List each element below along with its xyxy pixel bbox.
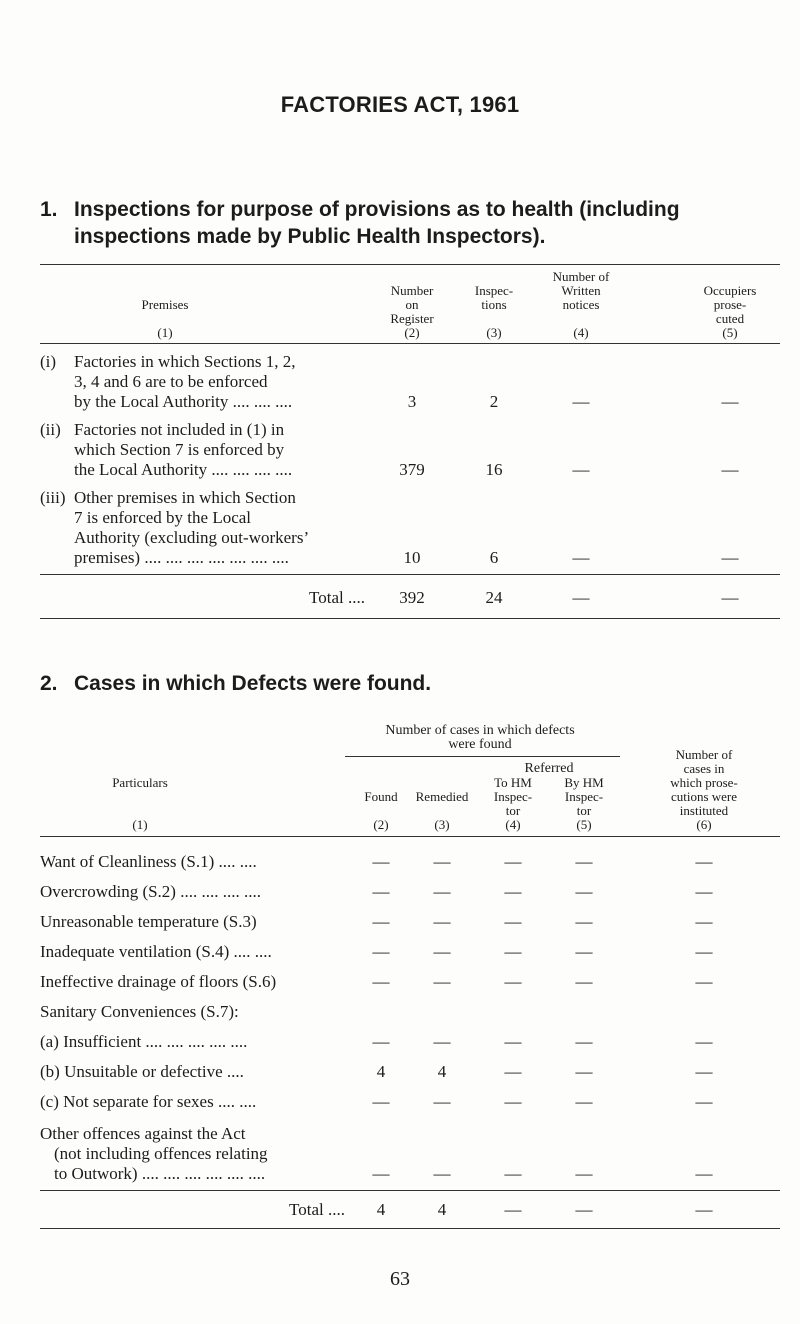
t1-header-premises: Premises: [141, 297, 189, 312]
t1-header-notices: [535, 270, 627, 340]
t2-header-particulars-no: (1): [132, 817, 148, 832]
t2-row-5-col4: —: [504, 972, 522, 991]
t2-remedied-label: Remedied: [415, 789, 469, 804]
t2-row-3-col6: —: [695, 912, 713, 931]
t2-row-7-label: (a) Insufficient .... .... .... .... ....: [40, 1032, 248, 1051]
t2-total-col5: —: [575, 1200, 593, 1219]
t1-row-2-notices: —: [572, 460, 590, 479]
t1-h5-l1: Occupiers: [703, 283, 757, 298]
t1-row-3-notices: —: [572, 548, 590, 567]
t2-pros-l3: which prose-: [670, 775, 738, 790]
t1-row-3-line2: 7 is enforced by the Local: [74, 508, 252, 527]
t2-hm-l1: To HM: [494, 775, 532, 790]
section2-heading-text: Cases in which Defects were found.: [74, 672, 432, 695]
t2-total-col4: —: [504, 1200, 522, 1219]
t2-row-2-col4: —: [504, 882, 522, 901]
section1-heading: [40, 196, 780, 250]
t1-row-3-index: (iii): [40, 488, 66, 507]
t1-row-2-line2: which Section 7 is enforced by: [74, 440, 285, 459]
t2-row-4-col4: —: [504, 942, 522, 961]
t2-row-2-col6: —: [695, 882, 713, 901]
table1-top-rule: [40, 264, 780, 265]
t1-h4-l2: Written: [561, 283, 601, 298]
t2-row-1-col3: —: [433, 852, 451, 871]
t1-row-2-index: (ii): [40, 420, 61, 439]
t1-row-1-line2: 3, 4 and 6 are to be enforced: [74, 372, 268, 391]
t2-row-3-col5: —: [575, 912, 593, 931]
t2-row-3-col4: —: [504, 912, 522, 931]
t2-header-found: [356, 790, 406, 832]
t1-row-1-label: [40, 352, 360, 412]
t2-group-l2: were found: [448, 737, 512, 752]
t1-row-2-line3: the Local Authority .... .... .... ....: [74, 460, 293, 479]
table1-bottom-rule: [40, 618, 780, 619]
t2-hm-no: (4): [505, 817, 521, 832]
t1-h3-no: (3): [486, 325, 502, 340]
t2-by-l3: tor: [576, 803, 592, 818]
table2-header-rule: [40, 836, 780, 837]
section1-heading-line2: inspections made by Public Health Inspectors).: [74, 225, 546, 248]
t2-row-4-label: Inadequate ventilation (S.4) .... ....: [40, 942, 272, 961]
t1-total-register: 392: [399, 588, 425, 607]
t1-row-2-line1: Factories not included in (1) in: [74, 420, 285, 439]
t2-row-5-col6: —: [695, 972, 713, 991]
t2-row-1-col2: —: [372, 852, 390, 871]
t2-hm-l2: Inspec-: [493, 789, 533, 804]
t1-h2-l2: on: [405, 297, 419, 312]
t2-row-1-col6: —: [695, 852, 713, 871]
t1-row-2-prosecuted: —: [721, 460, 739, 479]
t2-by-l1: By HM: [564, 775, 604, 790]
t2-row-8-label: (b) Unsuitable or defective ....: [40, 1062, 244, 1081]
t2-header-remedied: [404, 790, 480, 832]
t2-row-9-col3: —: [433, 1092, 451, 1111]
t1-row-3-prosecuted: —: [721, 548, 739, 567]
section1-heading-line1: Inspections for purpose of provisions as to health (including: [74, 198, 680, 221]
t1-row-3-line4: premises) .... .... .... .... .... .... ....: [74, 548, 289, 567]
t2-row-other-line3: to Outwork) .... .... .... .... .... ....: [54, 1164, 266, 1183]
t1-h2-l3: Register: [390, 311, 434, 326]
t2-row-5-col3: —: [433, 972, 451, 991]
t2-row-8-col5: —: [575, 1062, 593, 1081]
t2-row-8-col6: —: [695, 1062, 713, 1081]
t1-row-3-line1: Other premises in which Section: [74, 488, 296, 507]
t2-row-5-label: Ineffective drainage of floors (S.6): [40, 972, 277, 991]
t2-row-other-line1: Other offences against the Act: [40, 1124, 246, 1143]
t2-total-col3: 4: [437, 1200, 447, 1219]
t2-row-7-col6: —: [695, 1032, 713, 1051]
section2-number: 2.: [40, 672, 58, 695]
t2-row-9-col6: —: [695, 1092, 713, 1111]
table2-bottom-rule: [40, 1228, 780, 1229]
t2-pros-no: (6): [696, 817, 712, 832]
t2-pros-l2: cases in: [683, 761, 725, 776]
t1-total-notices: —: [572, 588, 590, 607]
t2-header-to-hm: [478, 776, 548, 832]
t2-row-other-col2: —: [372, 1164, 390, 1183]
t2-header-particulars: Particulars: [112, 775, 168, 790]
t2-row-5-col5: —: [575, 972, 593, 991]
t2-row-4-col6: —: [695, 942, 713, 961]
t2-row-3-col3: —: [433, 912, 451, 931]
t2-pros-l5: instituted: [679, 803, 729, 818]
t2-row-1-label: Want of Cleanliness (S.1) .... ....: [40, 852, 257, 871]
t1-h4-l1: Number of: [552, 269, 610, 284]
t1-row-1-index: (i): [40, 352, 57, 371]
t2-total-label: Total ....: [289, 1200, 345, 1219]
t2-row-other-line2: (not including offences relating: [54, 1144, 268, 1163]
t2-row-2-col3: —: [433, 882, 451, 901]
t2-remedied-no: (3): [434, 817, 450, 832]
t1-h5-l2: prose-: [713, 297, 747, 312]
t1-row-3-inspections: 6: [489, 548, 499, 567]
section2-heading: [40, 670, 780, 697]
t1-row-2-register: 379: [399, 460, 425, 479]
t2-row-6-label: Sanitary Conveniences (S.7):: [40, 1002, 239, 1021]
t2-row-7-col3: —: [433, 1032, 451, 1051]
t2-row-8-col4: —: [504, 1062, 522, 1081]
t1-row-3-register: 10: [403, 548, 421, 567]
t2-header-group: [345, 724, 615, 752]
t2-row-4-col5: —: [575, 942, 593, 961]
page-title: FACTORIES ACT, 1961: [280, 92, 520, 117]
t2-row-7-col2: —: [372, 1032, 390, 1051]
t2-row-other-col6: —: [695, 1164, 713, 1183]
t2-row-other-col5: —: [575, 1164, 593, 1183]
t1-header-inspections: [457, 284, 531, 340]
t2-row-2-col5: —: [575, 882, 593, 901]
t2-header-referred: Referred: [524, 761, 574, 776]
t2-pros-l4: cutions were: [670, 789, 738, 804]
t1-header-premises-no: (1): [157, 325, 173, 340]
t2-row-1-col5: —: [575, 852, 593, 871]
t2-row-8-col2: 4: [376, 1062, 386, 1081]
t1-total-inspections: 24: [485, 588, 503, 607]
t1-row-2-inspections: 16: [485, 460, 503, 479]
t2-row-4-col3: —: [433, 942, 451, 961]
t2-found-no: (2): [373, 817, 389, 832]
table1-header-rule: [40, 343, 780, 344]
t1-h3-l1: Inspec-: [474, 283, 514, 298]
table1-total-rule: [40, 574, 780, 575]
t2-row-9-col5: —: [575, 1092, 593, 1111]
t1-row-1-inspections: 2: [489, 392, 499, 411]
t1-row-3-line3: Authority (excluding out-workers’: [74, 528, 310, 547]
t2-row-2-label: Overcrowding (S.2) .... .... .... ....: [40, 882, 261, 901]
t1-row-1-prosecuted: —: [721, 392, 739, 411]
t1-h4-no: (4): [573, 325, 589, 340]
t2-group-l1: Number of cases in which defects: [385, 723, 575, 738]
t1-row-2-label: [40, 420, 360, 480]
t1-header-prosecuted: [680, 284, 780, 340]
t2-row-other-label: [40, 1124, 360, 1184]
section1-number: 1.: [40, 198, 58, 221]
t2-header-by-hm: [548, 776, 620, 832]
t1-row-1-register: 3: [407, 392, 417, 411]
t2-row-9-col4: —: [504, 1092, 522, 1111]
t2-by-no: (5): [576, 817, 592, 832]
t1-row-3-label: [40, 488, 360, 568]
t1-total-prosecuted: —: [721, 588, 739, 607]
t2-row-other-col4: —: [504, 1164, 522, 1183]
t1-h2-no: (2): [404, 325, 420, 340]
t1-h2-l1: Number: [390, 283, 434, 298]
t1-h3-l2: tions: [481, 297, 507, 312]
t2-found-label: Found: [364, 789, 398, 804]
t1-header-register: [372, 284, 452, 340]
t2-row-1-col4: —: [504, 852, 522, 871]
t2-row-7-col4: —: [504, 1032, 522, 1051]
t1-h4-l3: notices: [562, 297, 600, 312]
t2-group-rule: [345, 756, 620, 757]
t2-row-9-label: (c) Not separate for sexes .... ....: [40, 1092, 257, 1111]
t2-row-2-col2: —: [372, 882, 390, 901]
t1-h5-no: (5): [722, 325, 738, 340]
t2-row-8-col3: 4: [437, 1062, 447, 1081]
t2-header-prosecutions: [622, 748, 786, 832]
t2-by-l2: Inspec-: [564, 789, 604, 804]
t2-hm-l3: tor: [505, 803, 521, 818]
t1-row-1-notices: —: [572, 392, 590, 411]
t1-h5-l3: cuted: [715, 311, 745, 326]
t2-row-other-col3: —: [433, 1164, 451, 1183]
t2-row-3-col2: —: [372, 912, 390, 931]
t2-row-3-label: Unreasonable temperature (S.3): [40, 912, 257, 931]
t2-row-4-col2: —: [372, 942, 390, 961]
t2-row-7-col5: —: [575, 1032, 593, 1051]
t2-row-9-col2: —: [372, 1092, 390, 1111]
t1-total-label: Total ....: [309, 588, 365, 607]
t2-total-col6: —: [695, 1200, 713, 1219]
t2-pros-l1: Number of: [675, 747, 733, 762]
t1-row-1-line1: Factories in which Sections 1, 2,: [74, 352, 296, 371]
page-number: 63: [390, 1268, 410, 1290]
table2-total-rule: [40, 1190, 780, 1191]
t2-row-5-col2: —: [372, 972, 390, 991]
t1-row-1-line3: by the Local Authority .... .... ....: [74, 392, 293, 411]
t2-total-col2: 4: [376, 1200, 386, 1219]
